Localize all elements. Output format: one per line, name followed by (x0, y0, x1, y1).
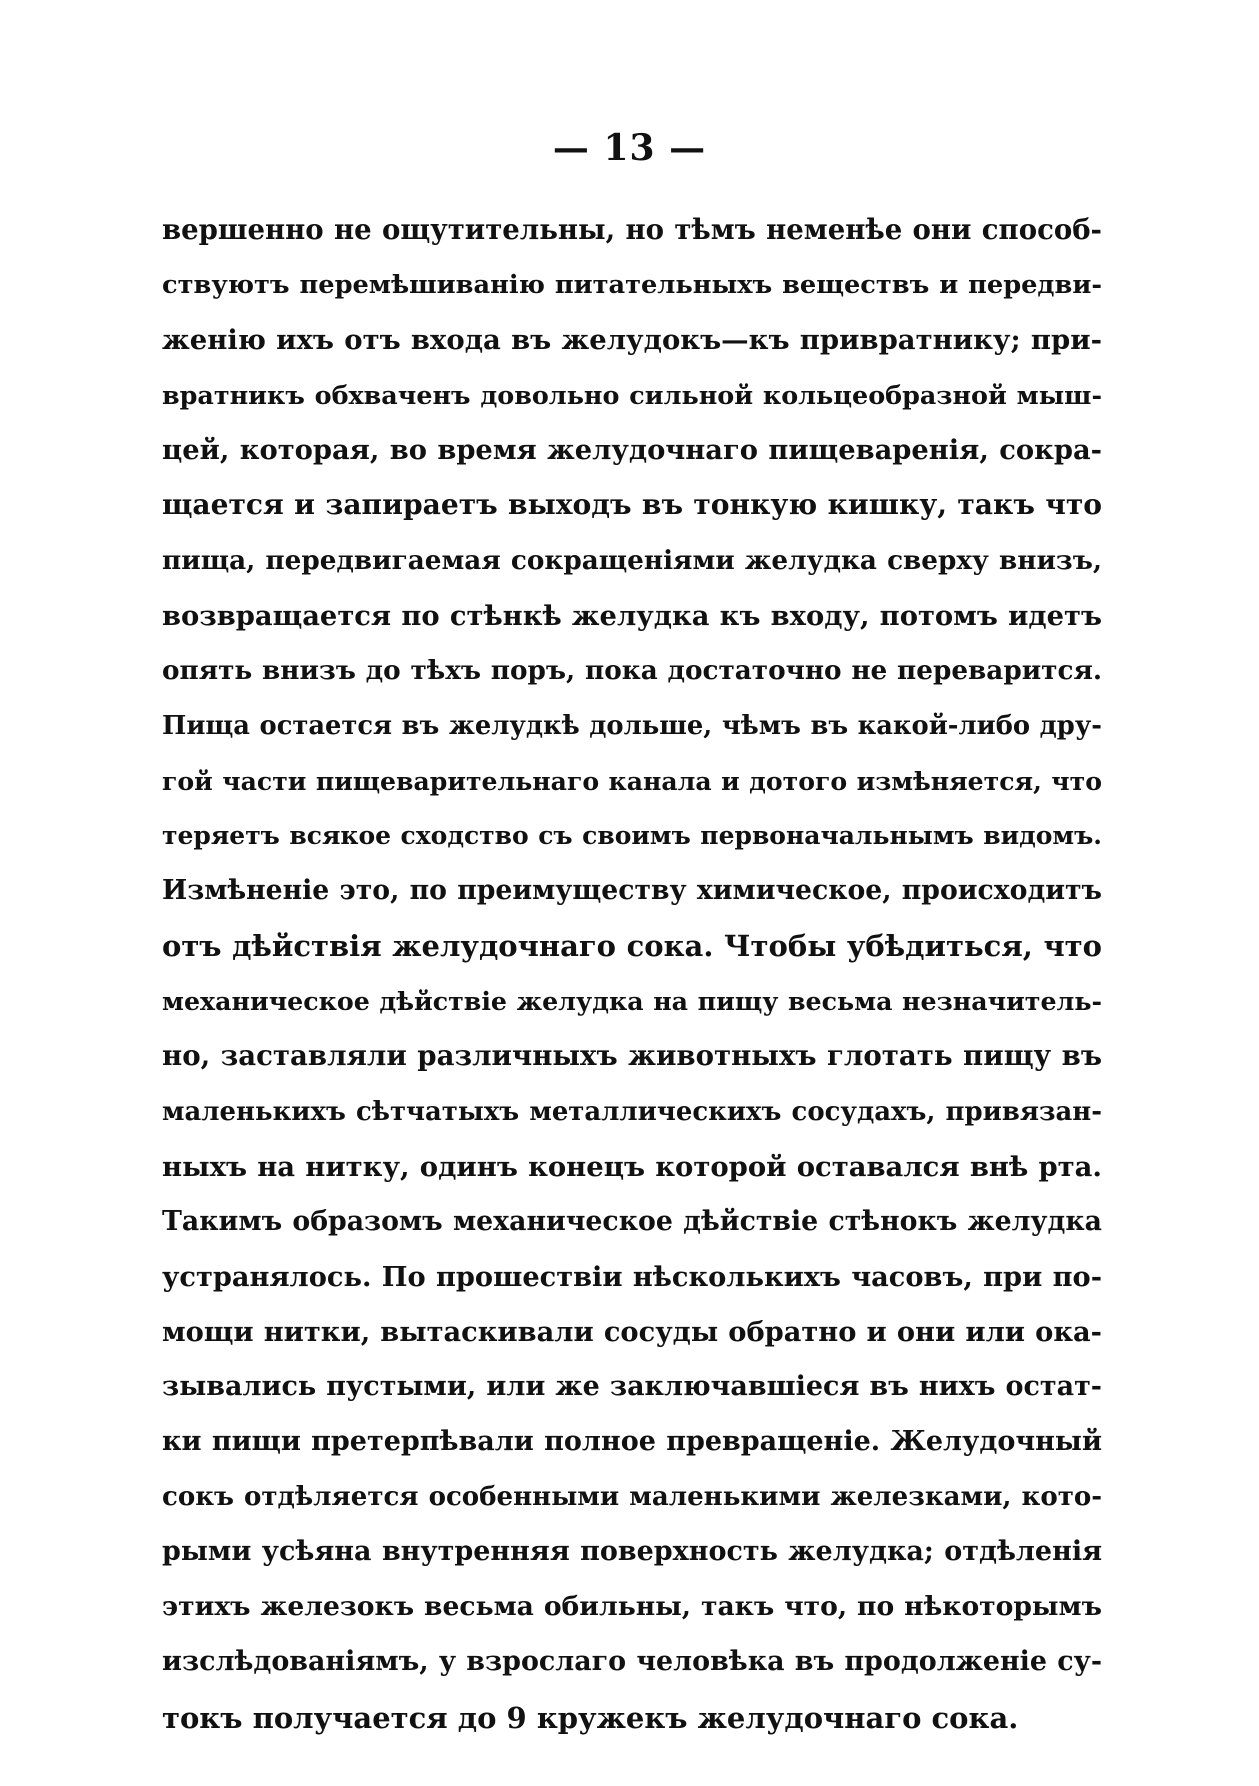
text-line: ки пищи претерпѣвали полное превращеніе. Желудочный (162, 1426, 1102, 1458)
text-line: этихъ железокъ весьма обильны, такъ что, по нѣкоторымъ (162, 1591, 1102, 1623)
text-line: устранялось. По прошествіи нѣсколькихъ часовъ, при по- (162, 1260, 1102, 1293)
text-line: отъ дѣйствія желудочнаго сока. Чтобы убѣдиться, что (162, 929, 1102, 964)
text-line: рыми усѣяна внутренняя поверхность желудка; отдѣленія (162, 1536, 1102, 1568)
text-line: зывались пустыми, или же заключавшіеся въ нихъ остат- (162, 1370, 1102, 1402)
text-line: маленькихъ сѣтчатыхъ металлическихъ сосудахъ, привязан- (162, 1096, 1102, 1127)
text-line: ствуютъ перемѣшиванію питательныхъ веществъ и передви- (162, 270, 1102, 301)
text-line: мощи нитки, вытаскивали сосуды обратно и они или ока- (162, 1315, 1102, 1348)
text-line: сокъ отдѣляется особенными маленькими железками, кото- (162, 1482, 1102, 1513)
page-number: — 13 — (552, 127, 707, 169)
text-line: вершенно не ощутительны, но тѣмъ неменѣе они способ- (162, 214, 1102, 246)
body-text (162, 209, 1102, 1752)
text-line: теряетъ всякое сходство съ своимъ первоначальнымъ видомъ. (162, 821, 1102, 851)
text-line: но, заставляли различныхъ животныхъ глотать пищу въ (162, 1039, 1102, 1073)
text-line: механическое дѣйствіе желудка на пищу весьма незначитель- (162, 986, 1102, 1017)
text-line: возвращается по стѣнкѣ желудка къ входу, потомъ идетъ (162, 599, 1102, 632)
text-line: вратникъ обхваченъ довольно сильной кольцеобразной мыш- (162, 380, 1102, 411)
text-line: опять внизъ до тѣхъ поръ, пока достаточно не переварится. (162, 654, 1102, 686)
text-line: женію ихъ отъ входа въ желудокъ—къ привратнику; при- (162, 324, 1102, 357)
text-line: Пища остается въ желудкѣ дольше, чѣмъ въ какой-либо дру- (162, 710, 1102, 741)
text-line: щается и запираетъ выходъ въ тонкую кишку, такъ что (162, 488, 1102, 522)
text-line: гой части пищеварительнаго канала и дотого измѣняется, что (162, 765, 1102, 796)
text-line: Такимъ образомъ механическое дѣйствіе стѣнокъ желудка (162, 1205, 1102, 1237)
text-line: токъ получается до 9 кружекъ желудочнаго сока. (162, 1700, 1019, 1735)
text-line: ныхъ на нитку, одинъ конецъ которой оставался внѣ рта. (162, 1150, 1102, 1183)
text-line: изслѣдованіямъ, у взрослаго человѣка въ продолженіе су- (162, 1646, 1102, 1678)
text-line: Измѣненіе это, по преимуществу химическое, происходитъ (162, 875, 1102, 907)
text-line: цей, которая, во время желудочнаго пищеваренія, сокра- (162, 434, 1102, 467)
text-line: пища, передвигаемая сокращеніями желудка сверху внизъ, (162, 544, 1102, 576)
